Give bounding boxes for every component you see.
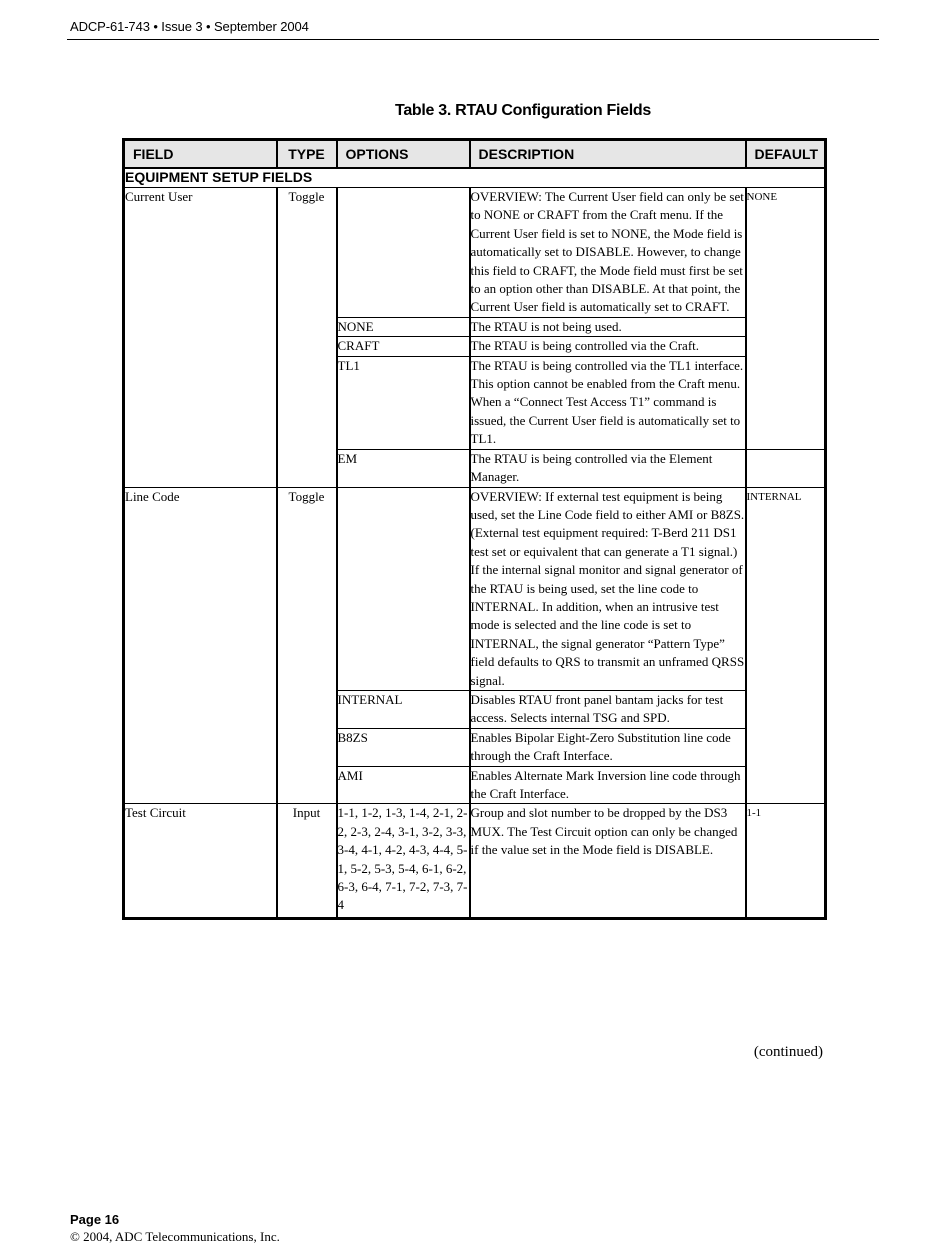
option-cell: B8ZS <box>337 728 470 766</box>
field-line-code: Line Code <box>124 487 277 804</box>
option-cell: EM <box>337 449 470 487</box>
field-current-user: Current User <box>124 188 277 488</box>
table-title: Table 3. RTAU Configuration Fields <box>395 102 651 119</box>
type-current-user: Toggle <box>277 188 337 488</box>
default-test-circuit: 1-1 <box>746 804 826 918</box>
copyright-notice: © 2004, ADC Telecommunications, Inc. <box>70 1229 280 1244</box>
option-cell <box>337 188 470 318</box>
description-cell: The RTAU is not being used. <box>470 317 746 336</box>
section-title: EQUIPMENT SETUP FIELDS <box>124 168 826 188</box>
page-number: Page 16 <box>70 1212 120 1227</box>
col-header-options: OPTIONS <box>337 140 470 169</box>
col-header-default: DEFAULT <box>746 140 826 169</box>
section-row <box>124 168 826 188</box>
default-current-user: NONE <box>746 188 826 450</box>
type-test-circuit: Input <box>277 804 337 918</box>
option-cell: NONE <box>337 317 470 336</box>
table-row <box>124 804 826 918</box>
header-rule <box>67 39 879 40</box>
field-test-circuit: Test Circuit <box>124 804 277 918</box>
options-test-circuit: 1-1, 1-2, 1-3, 1-4, 2-1, 2-2, 2-3, 2-4, 3-1, 3-2, 3-3, 3-4, 4-1, 4-2, 4-3, 4-4, 5-1, 5-2, 5-3, 5-4, 6-1, 6-2, 6-3, 6-4, 7-1, 7-2, 7-3, 7-4 <box>337 804 470 918</box>
option-cell: AMI <box>337 766 470 804</box>
default-cell-empty <box>746 449 826 487</box>
description-cell: Enables Bipolar Eight-Zero Substitution line code through the Craft Interface. <box>470 728 746 766</box>
overview-current-user: OVERVIEW: The Current User field can only be set to NONE or CRAFT from the Craft menu. If the Current User field is set to NONE, the Mode field is automatically set to DISABLE. However, to change this field to CRAFT, the Mode field must first be set to an option other than DISABLE. At that point, the Current User field is automatically set to CRAFT. <box>470 188 746 318</box>
col-header-field: FIELD <box>124 140 277 169</box>
option-cell: CRAFT <box>337 337 470 356</box>
document-header: ADCP-61-743 • Issue 3 • September 2004 <box>70 19 309 34</box>
description-cell: The RTAU is being controlled via the Craft. <box>470 337 746 356</box>
col-header-type: TYPE <box>277 140 337 169</box>
table-header-row <box>124 140 826 169</box>
description-cell: The RTAU is being controlled via the TL1 interface. This option cannot be enabled from the Craft menu. When a “Connect Test Access T1” command is issued, the Current User field is automatically set to TL1. <box>470 356 746 449</box>
description-cell: The RTAU is being controlled via the Element Manager. <box>470 449 746 487</box>
description-cell: Disables RTAU front panel bantam jacks for test access. Selects internal TSG and SPD. <box>470 690 746 728</box>
description-cell: Enables Alternate Mark Inversion line code through the Craft Interface. <box>470 766 746 804</box>
col-header-description: DESCRIPTION <box>470 140 746 169</box>
table-row <box>124 188 826 318</box>
continued-note: (continued) <box>753 1044 823 1060</box>
default-line-code: INTERNAL <box>746 487 826 804</box>
table-row <box>124 487 826 690</box>
type-line-code: Toggle <box>277 487 337 804</box>
configuration-table <box>122 138 827 920</box>
description-test-circuit: Group and slot number to be dropped by the DS3 MUX. The Test Circuit option can only be changed if the value set in the Mode field is DISABLE. <box>470 804 746 918</box>
option-cell: INTERNAL <box>337 690 470 728</box>
overview-line-code: OVERVIEW: If external test equipment is being used, set the Line Code field to either AMI or B8ZS. (External test equipment required: T-Berd 211 DS1 test set or equivalent that can generate a T1 signal.) If the internal signal monitor and signal generator of the RTAU is being used, set the line code to INTERNAL. In addition, when an intrusive test mode is selected and the line code is set to INTERNAL, the signal generator “Pattern Type” field defaults to QRS to transmit an unframed QRSS signal. <box>470 487 746 690</box>
option-cell: TL1 <box>337 356 470 449</box>
option-cell <box>337 487 470 690</box>
